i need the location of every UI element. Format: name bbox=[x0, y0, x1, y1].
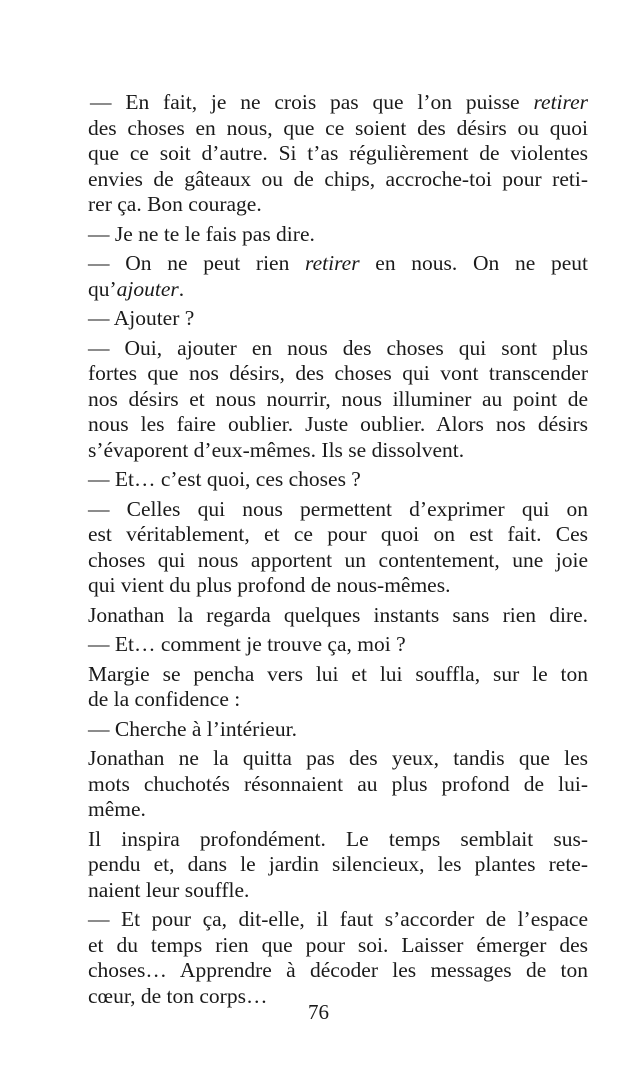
text-line: naient leur souffle. bbox=[88, 877, 250, 902]
text-line: nous les faire oublier. Juste oublier. Alors nos désirs bbox=[88, 412, 588, 436]
text-line: choses qui nous apportent un contentement, une joie bbox=[88, 547, 588, 572]
text-line: — Oui, ajouter en nous des choses qui sont plus bbox=[88, 335, 588, 360]
text-line: — Et… comment je trouve ça, moi ? bbox=[88, 632, 406, 656]
text-line: — Et pour ça, dit-elle, il faut s’accorder de l’espace bbox=[88, 907, 588, 931]
text-line: fortes que nos désirs, des choses qui vont transcender bbox=[88, 361, 588, 385]
text-line: même. bbox=[88, 797, 146, 821]
text-line: que ce soit d’autre. Si t’as régulièrement de violentes bbox=[88, 141, 588, 165]
text-line: qu’ajouter. bbox=[88, 276, 185, 301]
text-line: Jonathan la regarda quelques instants sans rien dire. bbox=[88, 602, 588, 627]
text-line: pendu et, dans le jardin silencieux, les plantes rete- bbox=[88, 852, 588, 876]
text-line: — Je ne te le fais pas dire. bbox=[88, 221, 315, 246]
text-line: — On ne peut rien retirer en nous. On ne peut bbox=[88, 251, 588, 275]
text-line: — En fait, je ne crois pas que l’on puisse retirer bbox=[90, 90, 588, 114]
text-line: choses… Apprendre à décoder les messages de ton bbox=[88, 958, 588, 982]
body-text bbox=[88, 90, 588, 1009]
text-line: qui vient du plus profond de nous-mêmes. bbox=[88, 573, 451, 597]
text-line: Jonathan ne la quitta pas des yeux, tandis que les bbox=[88, 746, 588, 770]
text-line: est véritablement, et ce pour quoi on est fait. Ces bbox=[88, 522, 588, 546]
text-line: — Cherche à l’intérieur. bbox=[88, 716, 297, 741]
page-number: 76 bbox=[308, 1000, 329, 1024]
text-line: rer ça. Bon courage. bbox=[88, 192, 262, 216]
text-line: — Ajouter ? bbox=[88, 306, 195, 330]
text-line: cœur, de ton corps… bbox=[88, 983, 268, 1008]
text-line: — Et… c’est quoi, ces choses ? bbox=[88, 467, 361, 491]
text-line: mots chuchotés résonnaient au plus profond de lui- bbox=[88, 771, 588, 796]
text-line: envies de gâteaux ou de chips, accroche-toi pour reti- bbox=[88, 166, 588, 191]
text-line: — Celles qui nous permettent d’exprimer qui on bbox=[88, 496, 588, 521]
text-line: et du temps rien que pour soi. Laisser émerger des bbox=[88, 932, 588, 957]
text-line: nos désirs et nous nourrir, nous illuminer au point de bbox=[88, 386, 588, 411]
text-line: des choses en nous, que ce soient des désirs ou quoi bbox=[88, 115, 588, 140]
text-line: s’évaporent d’eux-mêmes. Ils se dissolvent. bbox=[88, 437, 465, 462]
text-line: Margie se pencha vers lui et lui souffla, sur le ton bbox=[88, 661, 588, 686]
text-line: de la confidence : bbox=[88, 687, 241, 711]
text-line: Il inspira profondément. Le temps semblait sus- bbox=[88, 826, 588, 851]
